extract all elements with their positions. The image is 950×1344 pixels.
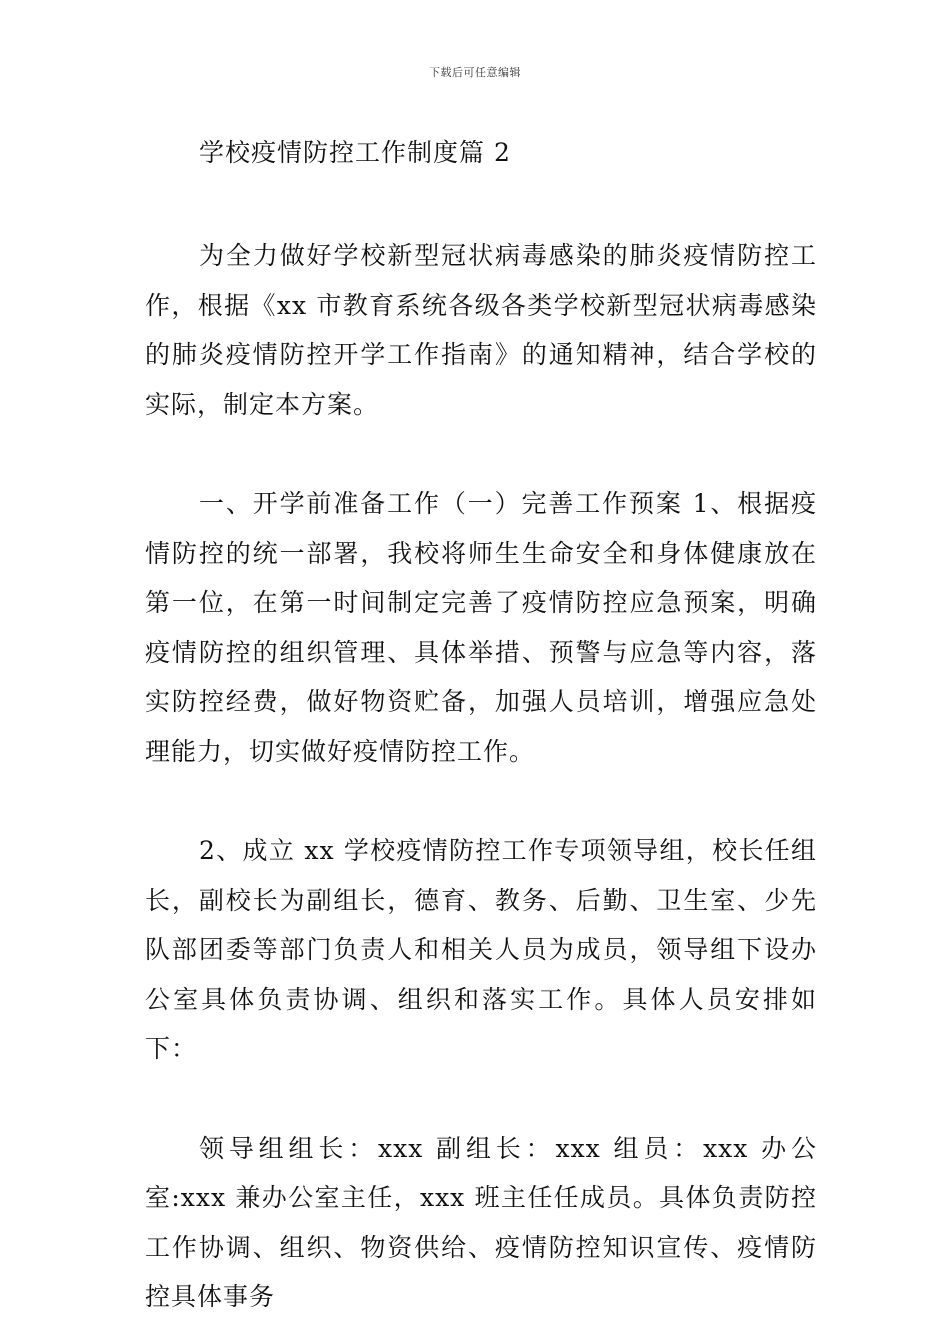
paragraph-leading-group: 2、成立 xx 学校疫情防控工作专项领导组，校长任组长，副校长为副组长，德育、教务、后勤、卫生室、少先队部团委等部门负责人和相关人员为成员，领导组下设办公室具体负责协调、组织和落实工作。具体人员安排如下：	[145, 836, 817, 1063]
document-title: 学校疫情防控工作制度篇 2	[199, 138, 511, 167]
page-header-note: 下载后可任意编辑	[429, 66, 521, 79]
document-body	[145, 130, 817, 1322]
paragraph-intro: 为全力做好学校新型冠状病毒感染的肺炎疫情防控工作，根据《xx 市教育系统各级各类学校新型冠状病毒感染的肺炎疫情防控开学工作指南》的通知精神，结合学校的实际，制定本方案。	[145, 241, 817, 419]
paragraph-group-members: 领导组组长：xxx 副组长：xxx 组员：xxx 办公室:xxx 兼办公室主任，xxx 班主任任成员。具体负责防控工作协调、组织、物资供给、疫情防控知识宣传、疫情防控具体事务	[145, 1133, 817, 1311]
paragraph-section-one: 一、开学前准备工作（一）完善工作预案 1、根据疫情防控的统一部署，我校将师生生命安全和身体健康放在第一位，在第一时间制定完善了疫情防控应急预案，明确疫情防控的组织管理、具体举措、预警与应急等内容，落实防控经费，做好物资贮备，加强人员培训，增强应急处理能力，切实做好疫情防控工作。	[145, 489, 817, 766]
